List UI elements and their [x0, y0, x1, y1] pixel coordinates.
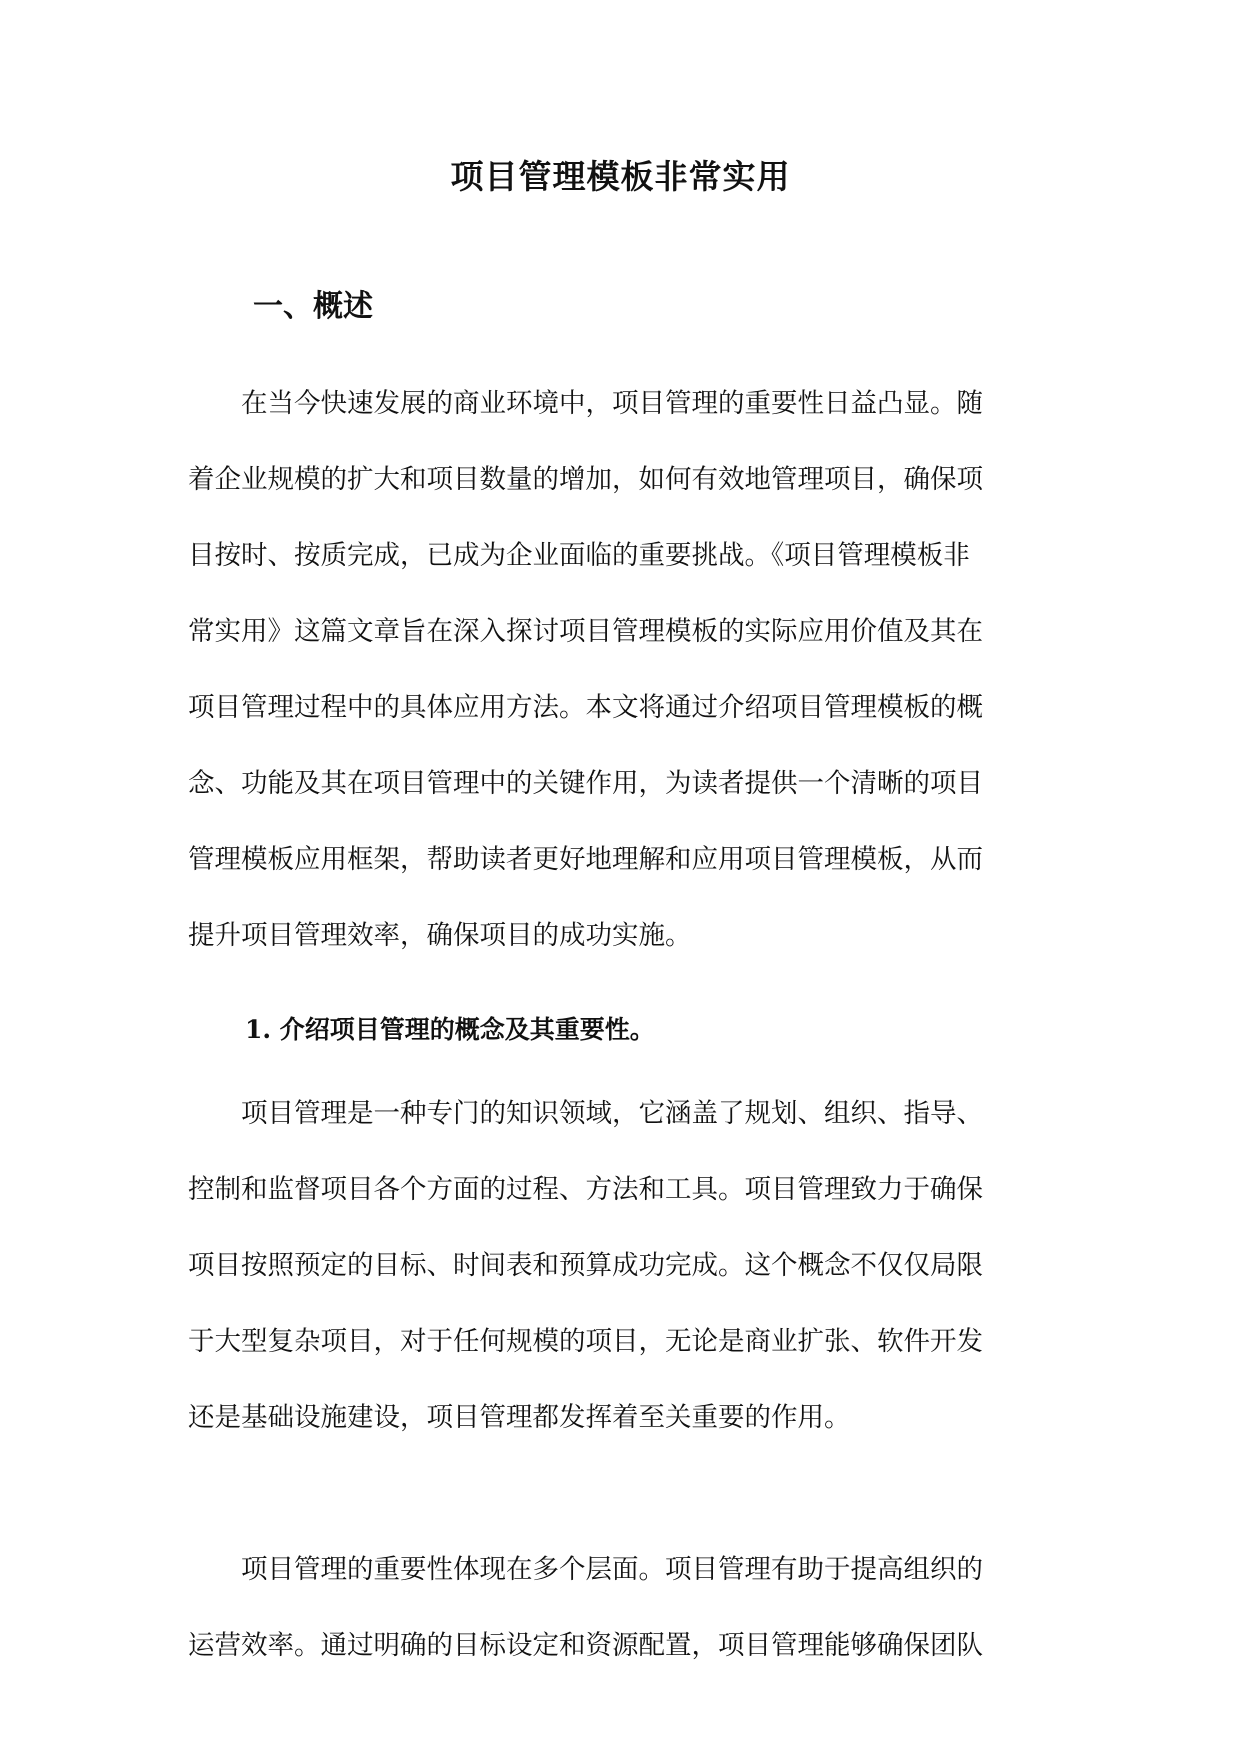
text-line: 项目管理是一种专门的知识领域，它涵盖了规划、组织、指导、 [241, 1098, 983, 1129]
text-line: 运营效率。通过明确的目标设定和资源配置，项目管理能够确保团队 [188, 1630, 983, 1661]
text-line: 控制和监督项目各个方面的过程、方法和工具。项目管理致力于确保 [188, 1174, 983, 1205]
concept-paragraph [188, 1076, 1053, 1456]
text-line: 项目管理过程中的具体应用方法。本文将通过介绍项目管理模板的概 [188, 692, 983, 723]
overview-paragraph [188, 366, 1053, 974]
text-line: 提升项目管理效率，确保项目的成功实施。 [188, 920, 692, 951]
text-line: 念、功能及其在项目管理中的关键作用，为读者提供一个清晰的项目 [188, 768, 983, 799]
subsection-heading-concept: 1. 介绍项目管理的概念及其重要性。 [245, 1015, 655, 1044]
text-line: 目按时、按质完成，已成为企业面临的重要挑战。《项目管理模板非 [188, 540, 970, 571]
text-line: 项目按照预定的目标、时间表和预算成功完成。这个概念不仅仅局限 [188, 1250, 983, 1281]
text-line: 在当今快速发展的商业环境中，项目管理的重要性日益凸显。随 [241, 388, 983, 419]
section-heading-overview: 一、概述 [253, 289, 373, 324]
text-line: 着企业规模的扩大和项目数量的增加，如何有效地管理项目，确保项 [188, 464, 983, 495]
text-line: 于大型复杂项目，对于任何规模的项目，无论是商业扩张、软件开发 [188, 1326, 983, 1357]
text-line: 常实用》这篇文章旨在深入探讨项目管理模板的实际应用价值及其在 [188, 616, 983, 647]
importance-paragraph [188, 1532, 1053, 1684]
text-line: 项目管理的重要性体现在多个层面。项目管理有助于提高组织的 [241, 1554, 983, 1585]
text-line: 还是基础设施建设，项目管理都发挥着至关重要的作用。 [188, 1402, 851, 1433]
document-title: 项目管理模板非常实用 [450, 157, 791, 196]
text-line: 管理模板应用框架，帮助读者更好地理解和应用项目管理模板，从而 [188, 844, 983, 875]
